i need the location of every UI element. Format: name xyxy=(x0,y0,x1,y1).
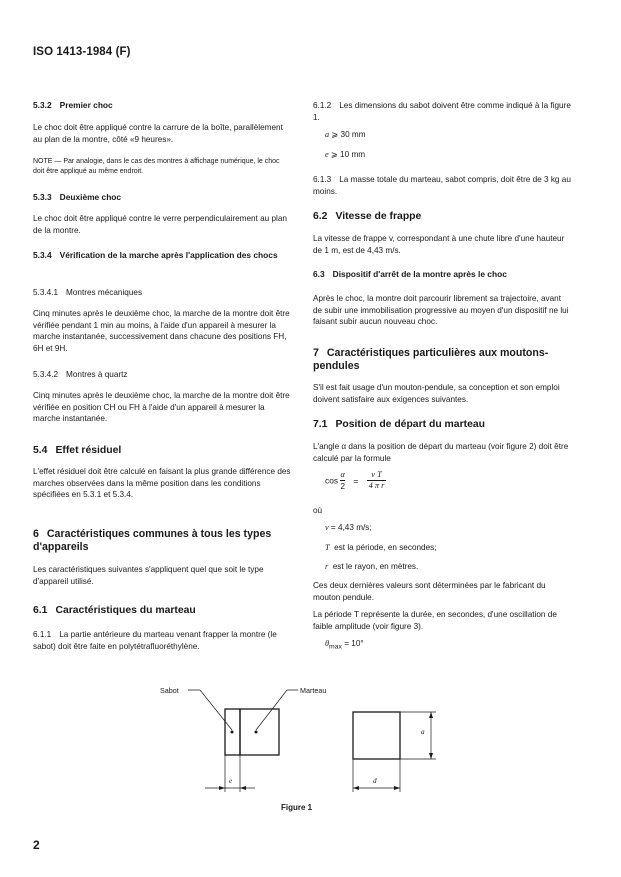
section-7-text: S'il est fait usage d'un mouton-pendule, sa conception et son emploi doivent satisfaire aux exigences suivantes. xyxy=(313,383,560,404)
figure-dim-d-label: d xyxy=(373,777,377,785)
ou-text: où xyxy=(313,506,323,515)
section-6-text: Les caractéristiques suivantes s'appliquent quel que soit le type d'appareil utilisé. xyxy=(33,565,264,586)
section-6-2-text: La vitesse de frappe v, correspondant à une chute libre d'une hauteur de 1 m, est de 4,43 m/s. xyxy=(313,234,565,255)
marteau-dot xyxy=(255,731,258,734)
figure-label-marteau: Marteau xyxy=(300,686,327,695)
figure-caption: Figure 1 xyxy=(281,803,313,812)
figure-dim-e-label: e xyxy=(229,777,233,785)
formula-fraction-right: $\frac{\text{v T}}{\text{4 π r}}$ xyxy=(368,470,385,490)
section-5-4-heading: 5.4 Effet résiduel xyxy=(33,445,122,456)
sabot-dot xyxy=(231,731,234,734)
section-7-1-heading: 7.1 Position de départ du marteau xyxy=(313,419,485,430)
section-5-3-4-2-heading: 5.3.4.2 Montres à quartz xyxy=(33,370,128,379)
section-6-1-2-text: 6.1.2 Les dimensions du sabot doivent être comme indiqué à la figure 1. xyxy=(313,101,571,122)
definition-T: T est la période, en secondes; xyxy=(325,543,437,552)
definition-r: r est le rayon, en mètres. xyxy=(325,562,419,571)
marteau-front-view xyxy=(353,712,400,759)
period-text: La période T représente la durée, en secondes, d'une oscillation de faible amplitude (voir figure 3). xyxy=(313,610,557,631)
dim-a-arrow-top xyxy=(429,712,433,718)
page-number: 2 xyxy=(33,838,40,852)
dimension-e: e ⩾ 10 mm xyxy=(325,150,366,159)
dim-d-arrow-right xyxy=(394,786,400,790)
note-text: NOTE — Par analogie, dans le cas des montres à affichage numérique, le choc doit être appliqué au même endroit. xyxy=(33,158,280,175)
values-note-text: Ces deux dernières valeurs sont déterminées par le fabricant du mouton pendule. xyxy=(313,581,546,602)
section-5-3-4-1-heading: 5.3.4.1 Montres mécaniques xyxy=(33,288,143,297)
section-6-2-heading: 6.2 Vitesse de frappe xyxy=(313,211,422,222)
section-5-3-2-text: Le choc doit être appliqué contre la carrure de la boîte, parallèlement au plan de la montre, côté «9 heures». xyxy=(33,123,283,144)
section-6-1-heading: 6.1 Caractéristiques du marteau xyxy=(33,605,196,616)
dim-a-arrow-bottom xyxy=(429,753,433,759)
section-5-3-4-2-text: Cinq minutes après le deuxième choc, la marche de la montre doit être vérifiée en position CH ou FH à l'aide d'un appareil à mesurer la marche instantanée. xyxy=(33,391,290,423)
figure-dim-a-label: a xyxy=(421,728,425,736)
definition-v: v = 4,43 m/s; xyxy=(325,523,372,532)
marteau-shape xyxy=(240,709,279,755)
marteau-leader-line xyxy=(256,690,298,730)
section-7-heading: 7 Caractéristiques particulières aux moutons-pendules xyxy=(313,347,549,372)
dim-e-arrow-right xyxy=(240,786,246,790)
document-header: ISO 1413-1984 (F) xyxy=(33,46,131,58)
section-6-heading: 6 Caractéristiques communes à tous les types d'appareils xyxy=(33,528,272,553)
formula-fraction-left: $\frac{\alpha}{2}$ xyxy=(340,470,346,491)
section-5-3-4-heading: 5.3.4 Vérification de la marche après l'application des chocs xyxy=(33,250,278,260)
section-6-3-heading: 6.3 Dispositif d'arrêt de la montre après le choc xyxy=(313,269,507,279)
section-6-1-1-text: 6.1.1 La partie antérieure du marteau venant frapper la montre (le sabot) doit être faite en polytétrafluoréthylène. xyxy=(33,630,277,651)
section-5-3-2-heading: 5.3.2 Premier choc xyxy=(33,100,113,110)
dim-d-arrow-left xyxy=(353,786,359,790)
formula-cos: cos $\frac{\alpha}{2}$ = $\frac{\text{v T}}{\text{4 π r}}$ xyxy=(325,470,385,491)
dim-e-arrow-left xyxy=(219,786,225,790)
section-7-1-text: L'angle α dans la position de départ du marteau (voir figure 2) doit être calculé par la formule xyxy=(313,442,569,463)
theta-max: $\theta_{max} = 10^\circ$ xyxy=(325,639,364,651)
section-5-4-text: L'effet résiduel doit être calculé en faisant la plus grande différence des marches observées dans la même position dans les conditions spécifiées en 5.3.1 et 5.3.4. xyxy=(33,467,291,499)
section-5-3-4-1-text: Cinq minutes après le deuxième choc, la marche de la montre doit être vérifiée pendant 1 min au moins, à l'aide d'un appareil à mesurer la marche instantanée, successivement dans chacune des positions FH, 6H et 9H. xyxy=(33,309,290,353)
figure-label-sabot: Sabot xyxy=(160,686,179,695)
section-5-3-3-heading: 5.3.3 Deuxième choc xyxy=(33,192,122,202)
section-5-3-3-text: Le choc doit être appliqué contre le verre perpendiculairement au plan de la montre. xyxy=(33,214,287,235)
section-6-1-3-text: 6.1.3 La masse totale du marteau, sabot compris, doit être de 3 kg au moins. xyxy=(313,175,571,196)
dimension-a: a ⩾ 30 mm xyxy=(325,130,366,139)
section-6-3-text: Après le choc, la montre doit parcourir librement sa trajectoire, avant de subir une immobilisation progressive au moyen d'un dispositif ne lui faisant subir aucun nouveau choc. xyxy=(313,294,569,326)
